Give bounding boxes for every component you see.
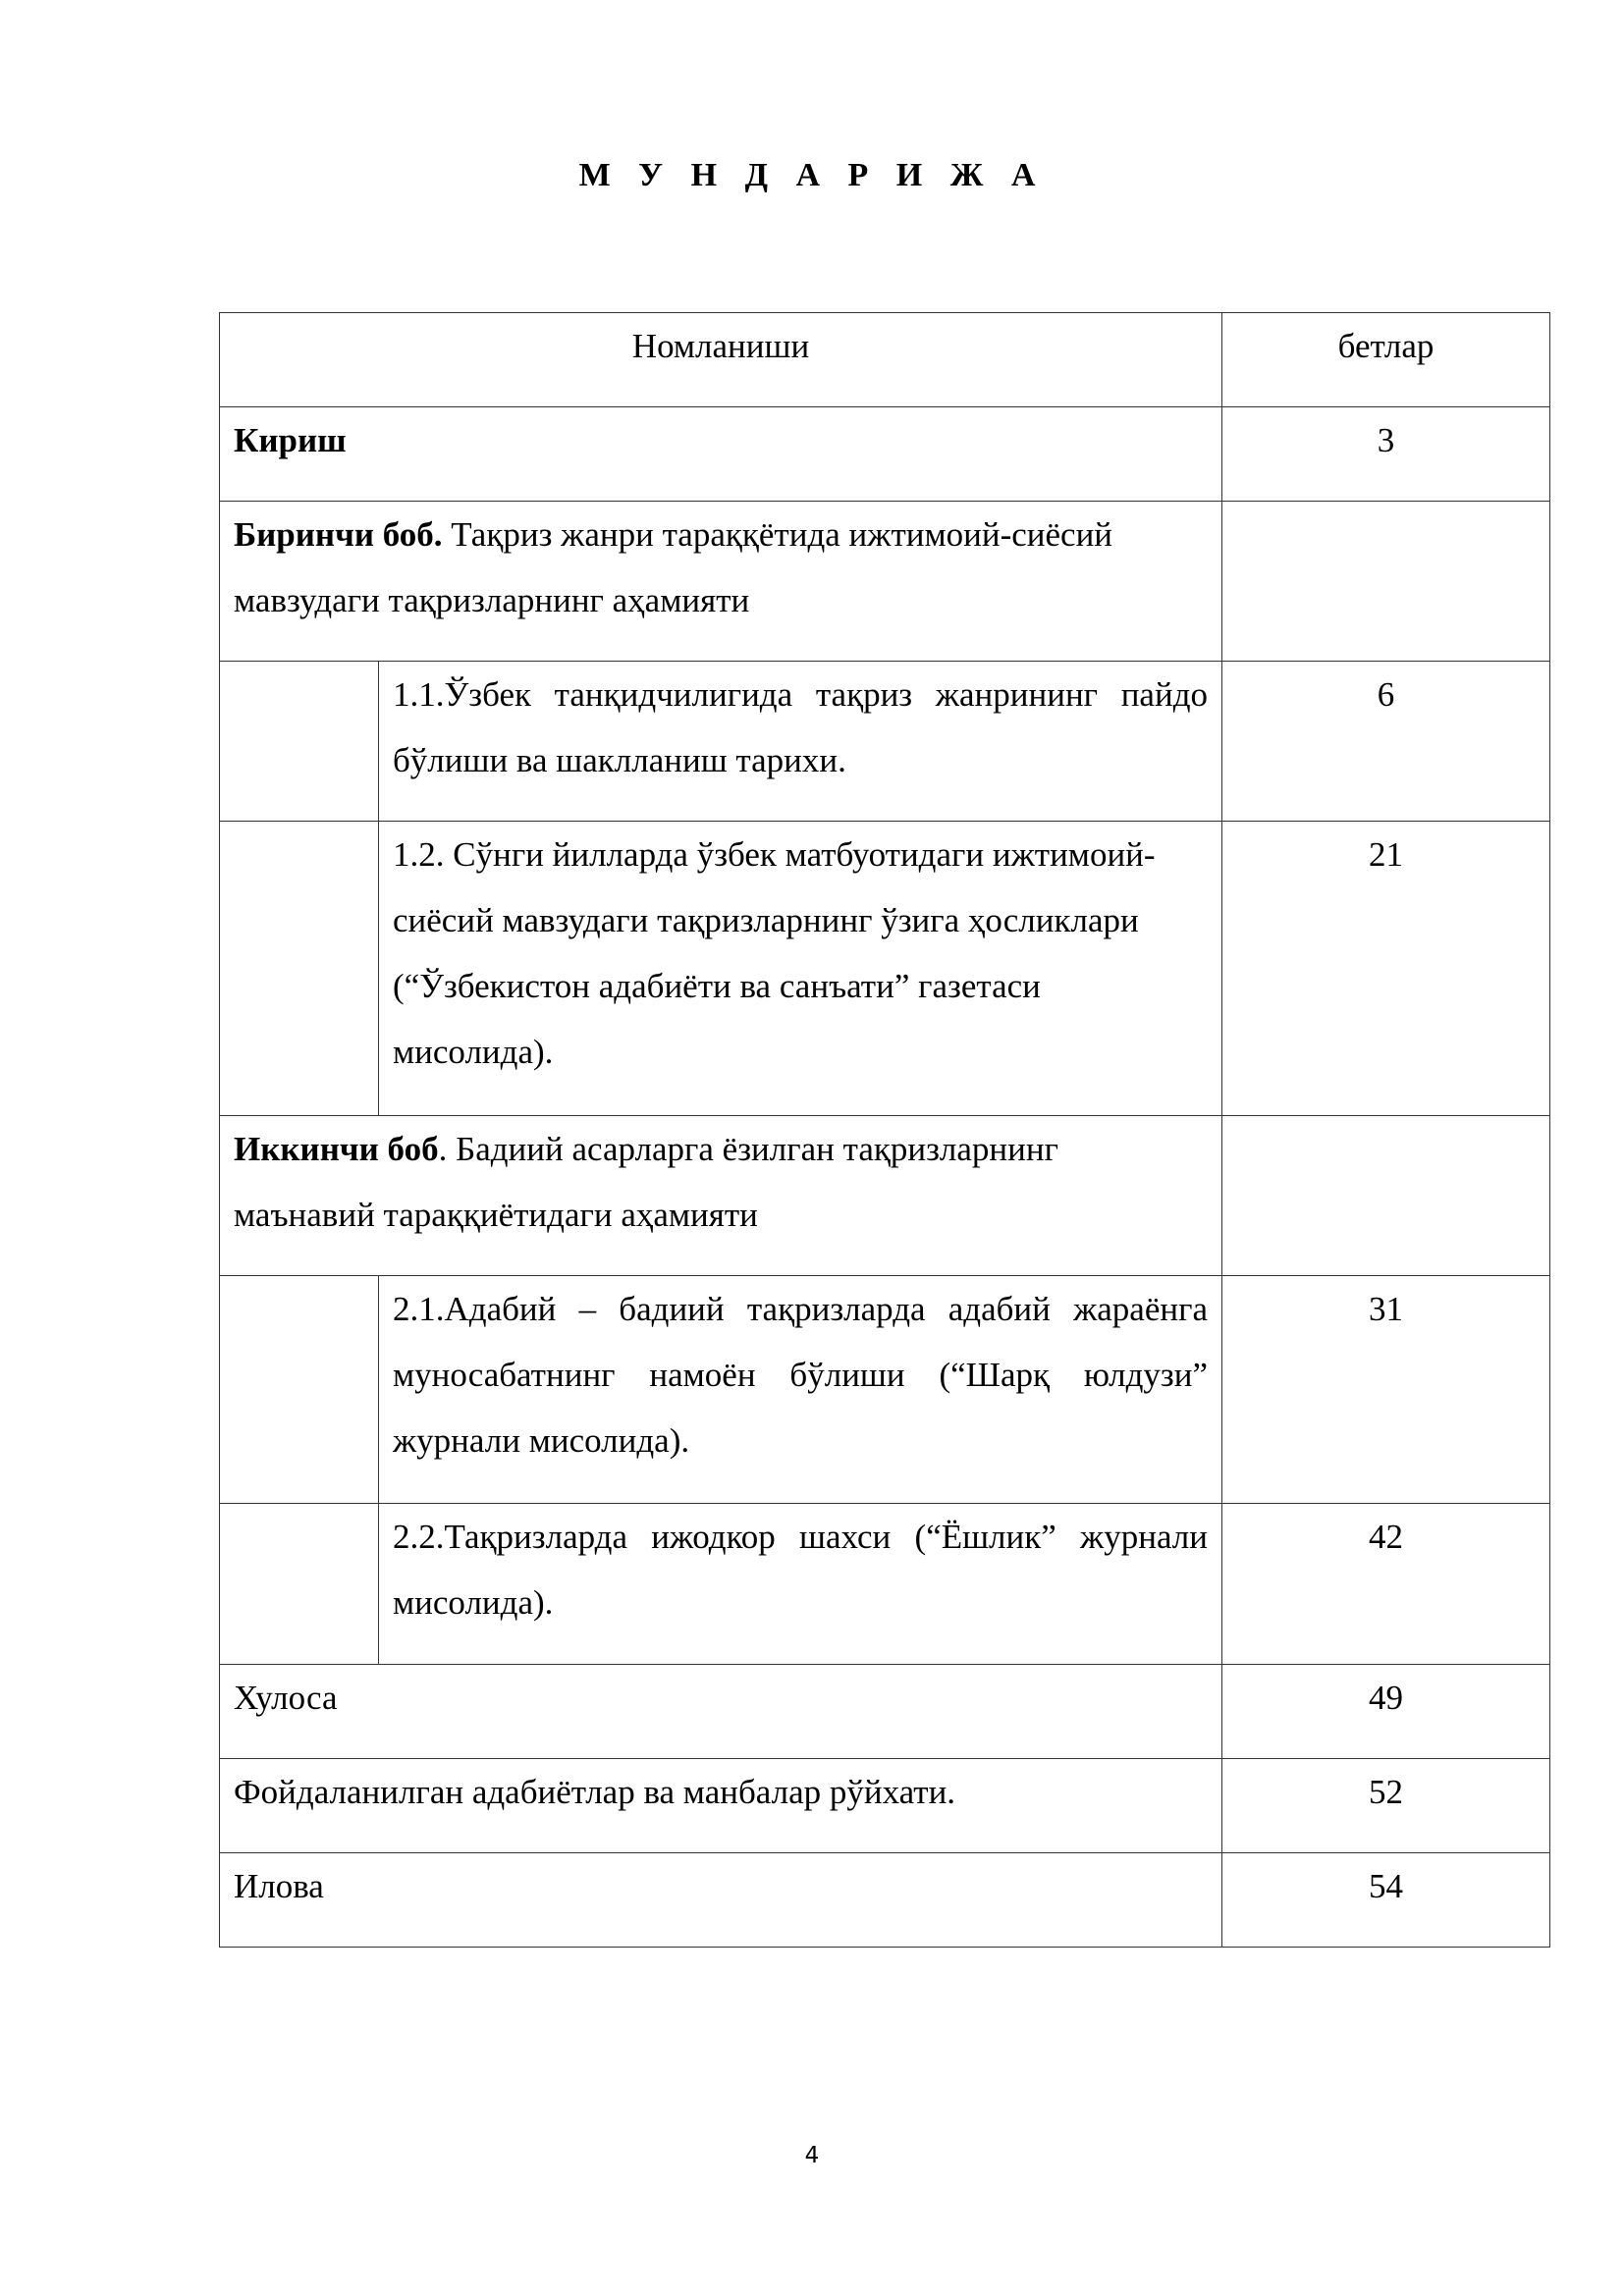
indent-cell	[220, 662, 379, 822]
section-2-1-text: 2.1.Адабий – бадиий тақризларда адабий жараёнга муносабатнинг намоён бўлиши (“Шарқ юлдузи” журнали мисолида).	[379, 1276, 1222, 1504]
table-of-contents	[219, 312, 1550, 1948]
toc-row-section-1-1	[220, 662, 1550, 822]
toc-row-conclusion	[220, 1665, 1550, 1759]
toc-row-chapter2	[220, 1116, 1550, 1276]
page-title: М У Н Д А Р И Ж А	[578, 157, 1046, 193]
toc-row-references	[220, 1759, 1550, 1853]
references-label: Фойдаланилган адабиётлар ва манбалар рўйхати.	[220, 1759, 1222, 1853]
indent-cell	[220, 1276, 379, 1504]
section-1-1-text: 1.1.Ўзбек танқидчилигида тақриз жанрининг пайдо бўлиши ва шаклланиш тарихи.	[379, 662, 1222, 822]
toc-row-chapter1	[220, 502, 1550, 662]
section-1-2-text: 1.2. Сўнги йилларда ўзбек матбуотидаги ижтимоий-сиёсий мавзудаги тақризларнинг ўзига ҳосликлари (“Ўзбекистон адабиёти ва санъати” газетаси мисолида).	[379, 822, 1222, 1116]
intro-page: 3	[1222, 407, 1550, 502]
section-2-2-text: 2.2.Тақризларда ижодкор шахси (“Ёшлик” журнали мисолида).	[379, 1504, 1222, 1665]
indent-cell	[220, 822, 379, 1116]
chapter2-text: . Бадиий асарларга ёзилган тақризларнинг маънавий тараққиётидаги аҳамияти	[234, 1130, 1058, 1234]
section-1-2-page: 21	[1222, 822, 1550, 1116]
conclusion-page: 49	[1222, 1665, 1550, 1759]
chapter2-cell	[220, 1116, 1222, 1276]
toc-row-intro	[220, 407, 1550, 502]
conclusion-label: Хулоса	[220, 1665, 1222, 1759]
appendix-page: 54	[1222, 1853, 1550, 1948]
chapter2-label: Иккинчи боб	[234, 1130, 439, 1168]
chapter1-cell	[220, 502, 1222, 662]
intro-label: Кириш	[220, 407, 1222, 502]
page-number: 4	[804, 2143, 820, 2168]
appendix-label: Илова	[220, 1853, 1222, 1948]
toc-row-section-2-2	[220, 1504, 1550, 1665]
toc-row-appendix	[220, 1853, 1550, 1948]
chapter1-text: Тақриз жанри тараққётида ижтимоий-сиёсий мавзудаги тақризларнинг аҳамияти	[234, 515, 1113, 619]
toc-row-section-1-2	[220, 822, 1550, 1116]
section-1-1-page: 6	[1222, 662, 1550, 822]
chapter1-page	[1222, 502, 1550, 662]
chapter1-label: Биринчи боб.	[234, 515, 443, 554]
toc-row-section-2-1	[220, 1276, 1550, 1504]
indent-cell	[220, 1504, 379, 1665]
section-2-2-page: 42	[1222, 1504, 1550, 1665]
section-2-1-page: 31	[1222, 1276, 1550, 1504]
header-pages-cell: бетлар	[1222, 313, 1550, 407]
chapter2-page	[1222, 1116, 1550, 1276]
toc-header-row	[220, 313, 1550, 407]
references-page: 52	[1222, 1759, 1550, 1853]
header-name-cell: Номланиши	[220, 313, 1222, 407]
